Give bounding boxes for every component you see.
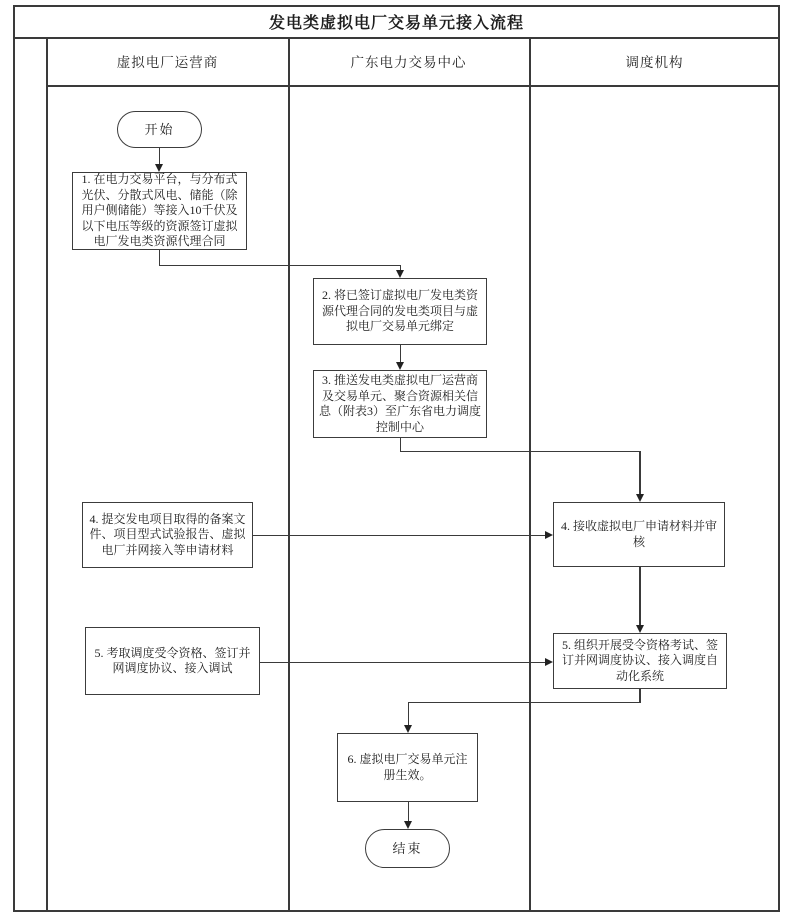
arrowhead-down-icon	[396, 270, 404, 278]
arrowhead-down-icon	[636, 494, 644, 502]
connector-step2-step3	[400, 345, 402, 363]
arrowhead-down-icon	[404, 821, 412, 829]
step2-box: 2. 将已签订虚拟电厂发电类资源代理合同的发电类项目与虚拟电厂交易单元绑定	[313, 278, 487, 345]
arrowhead-right-icon	[545, 658, 553, 666]
step6-box: 6. 虚拟电厂交易单元注册生效。	[337, 733, 478, 802]
step4-dispatch-box: 4. 接收虚拟电厂申请材料并审核	[553, 502, 725, 567]
end-node: 结束	[365, 829, 450, 868]
connector-step5o-step5d	[260, 662, 546, 664]
connector-step1-step2-h	[159, 265, 401, 267]
connector-step6-end	[408, 802, 410, 822]
connector-step5d-step6-v2	[408, 702, 410, 727]
lane-header-operator: 虚拟电厂运营商	[116, 55, 219, 70]
step3-box: 3. 推送发电类虚拟电厂运营商及交易单元、聚合资源相关信息（附表3）至广东省电力调度控制中心	[313, 370, 487, 438]
lane-divider-1	[288, 37, 290, 910]
lane-header-trading-center: 广东电力交易中心	[350, 55, 467, 70]
lane-divider-2	[529, 37, 531, 910]
connector-step4o-step4d	[253, 535, 546, 537]
step5-operator-box: 5. 考取调度受令资格、签订并网调度协议、接入调试	[85, 627, 260, 695]
lane-header-divider	[46, 85, 780, 87]
arrowhead-down-icon	[404, 725, 412, 733]
step1-box: 1. 在电力交易平台，与分布式光伏、分散式风电、储能（除用户侧储能）等接入10千伏及以下电压等级的资源签订虚拟电厂发电类资源代理合同	[72, 172, 247, 250]
step4-operator-box: 4. 提交发电项目取得的备案文件、项目型式试验报告、虚拟电厂并网接入等申请材料	[82, 502, 253, 568]
lane-header-dispatch-agency: 调度机构	[625, 55, 684, 70]
arrowhead-down-icon	[155, 164, 163, 172]
connector-step3-step4d-h	[400, 451, 641, 453]
arrowhead-down-icon	[396, 362, 404, 370]
connector-step4d-step5d	[639, 567, 641, 626]
flowchart-title: 发电类虚拟电厂交易单元接入流程	[268, 14, 524, 32]
arrowhead-down-icon	[636, 625, 644, 633]
connector-step5d-step6-h	[408, 702, 641, 704]
step5-dispatch-box: 5. 组织开展受令资格考试、签订并网调度协议、接入调度自动化系统	[553, 633, 727, 689]
start-node: 开始	[117, 111, 202, 148]
narrow-column-divider	[46, 37, 48, 910]
connector-step3-step4d-v2	[639, 451, 641, 496]
arrowhead-right-icon	[545, 531, 553, 539]
